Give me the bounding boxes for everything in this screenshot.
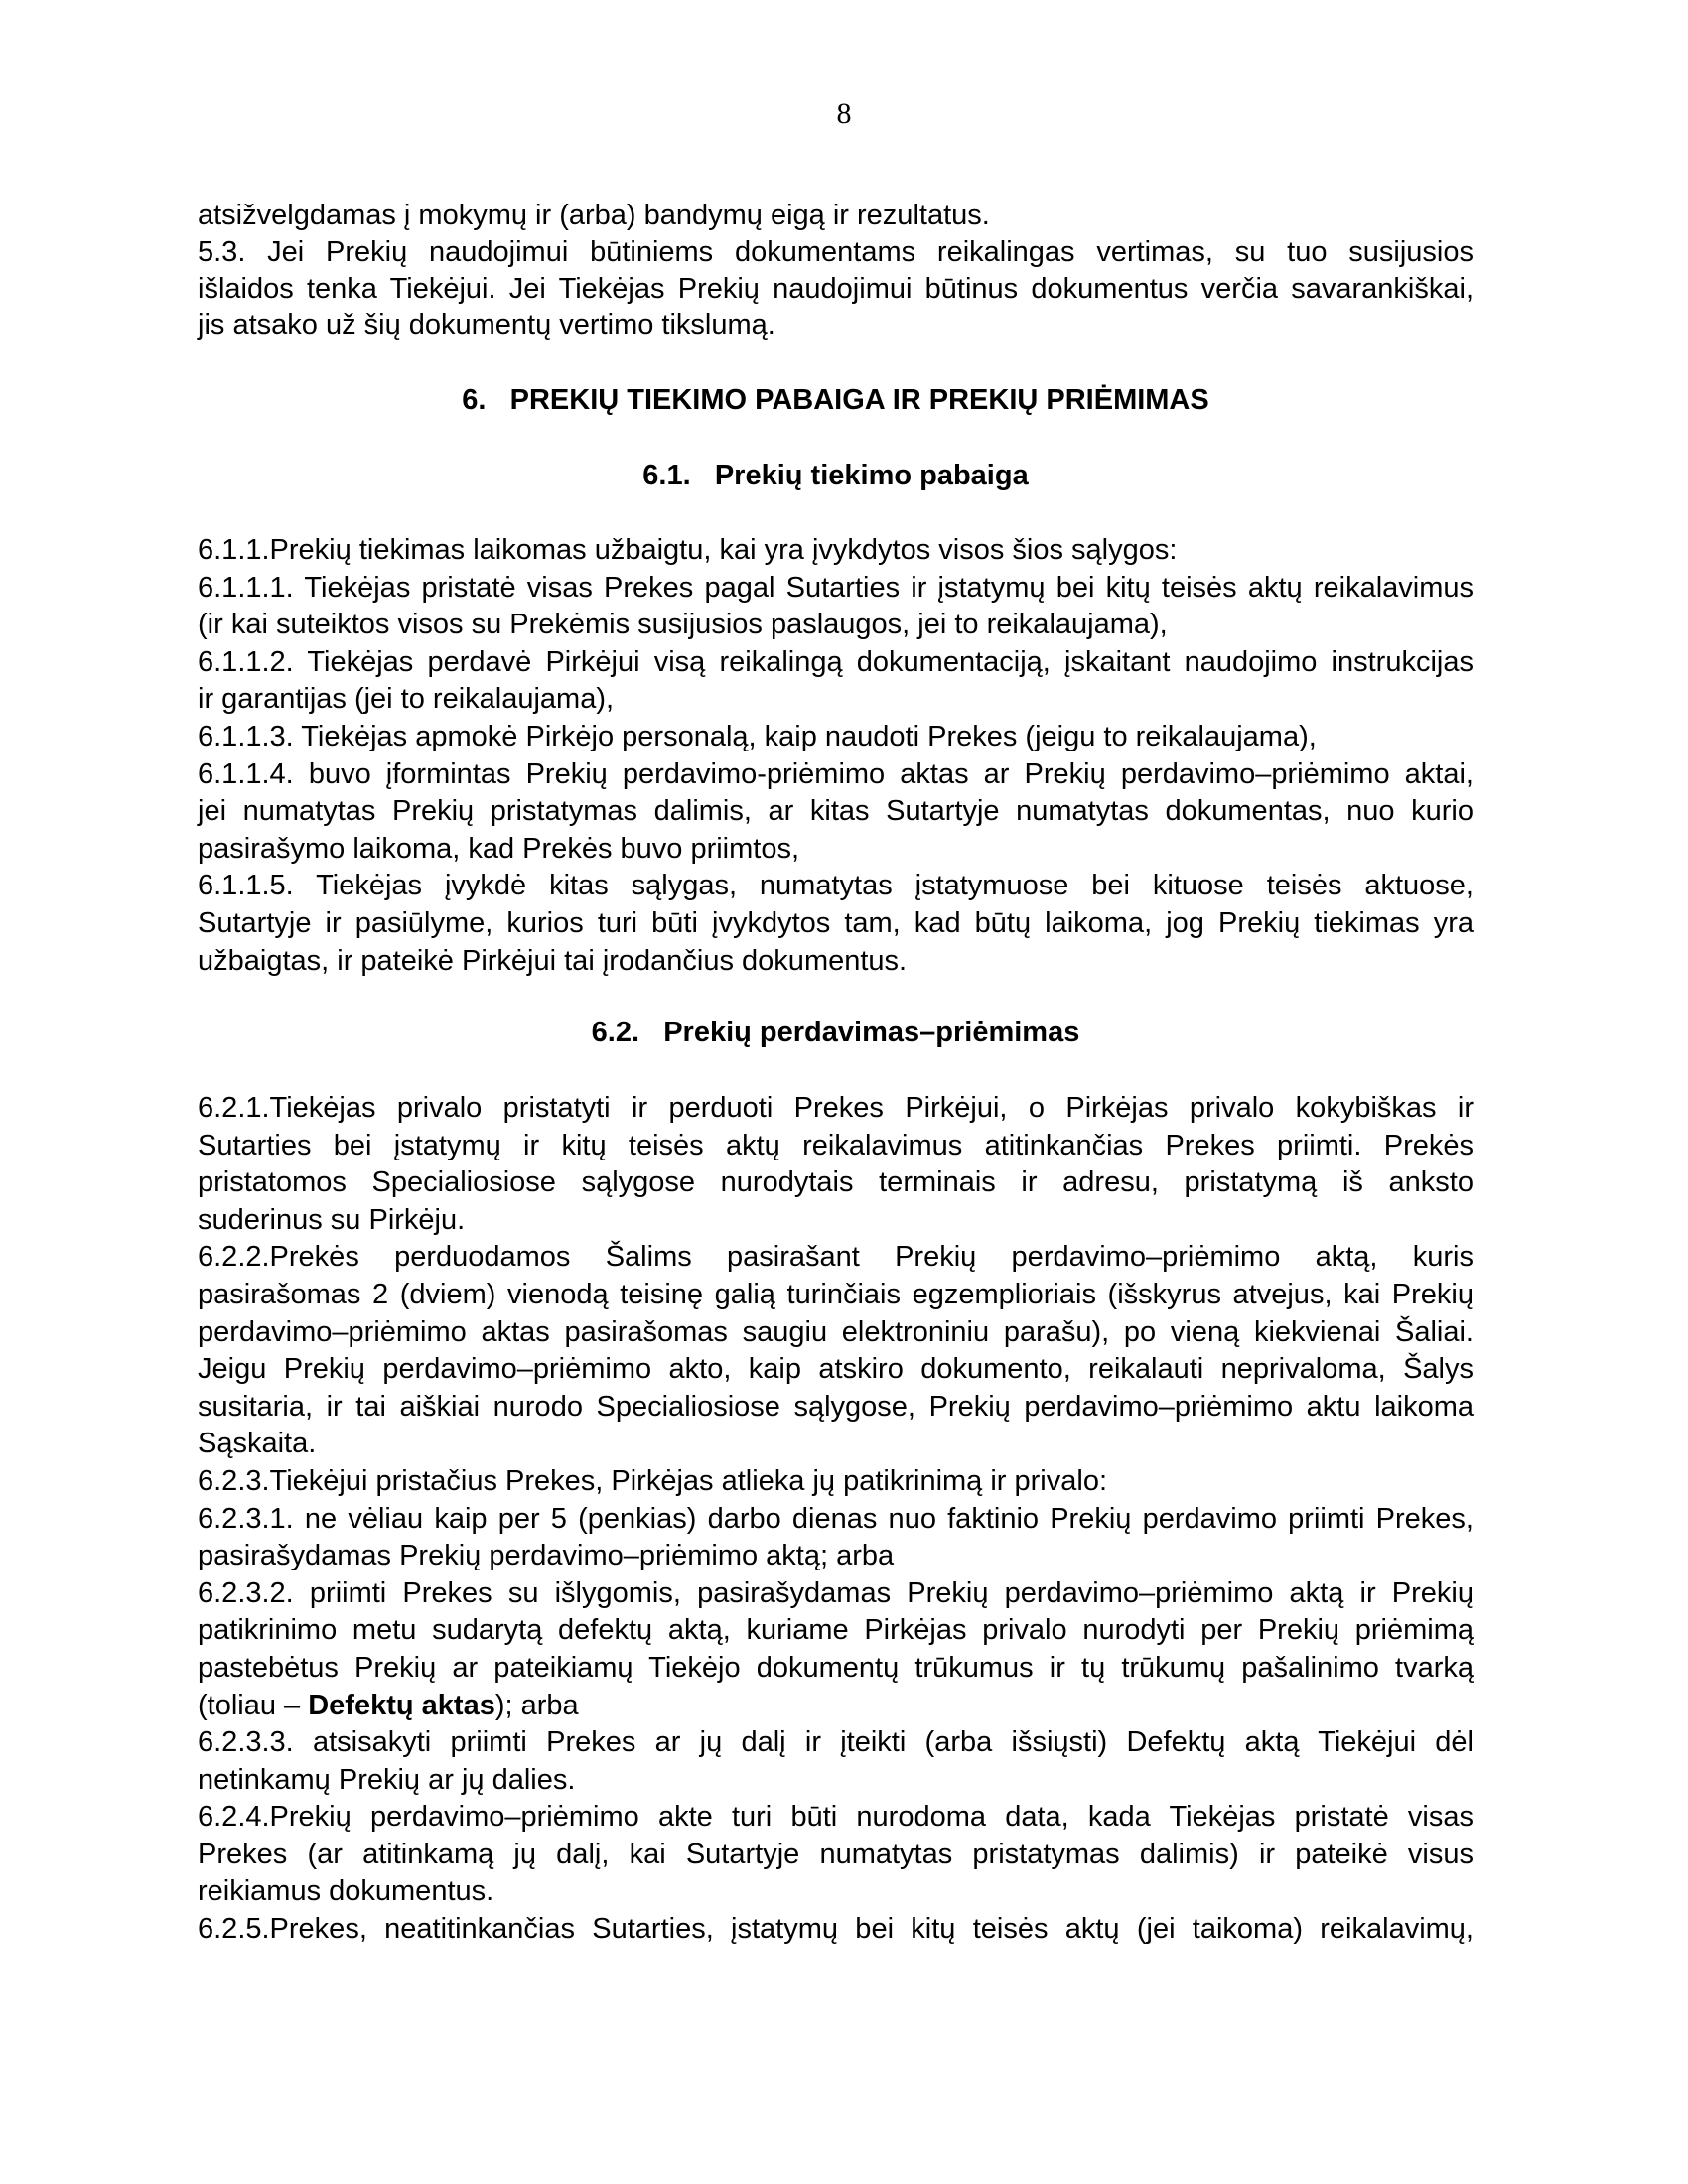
text-line: Jeigu Prekių perdavimo–priėmimo akto, kaip atskiro dokumento, reikalauti neprivaloma, Šalys [198, 1353, 1474, 1386]
text-line: 6.2.2.Prekės perduodamos Šalims pasirašant Prekių perdavimo–priėmimo aktą, kuris [198, 1241, 1474, 1274]
subsection-6-2-heading: 6.2. Prekių perdavimas–priėmimas [591, 1017, 1080, 1048]
text-line [198, 1688, 1474, 1725]
text-line: atsižvelgdamas į mokymų ir (arba) bandymų eigą ir rezultatus. [198, 200, 990, 231]
text-line: 6.2.3.Tiekėjui pristačius Prekes, Pirkėjas atlieka jų patikrinimą ir privalo: [198, 1464, 1108, 1497]
subsection-6-1-heading: 6.1. Prekių tiekimo pabaiga [642, 460, 1029, 491]
text-line: netinkamų Prekių ar jų dalies. [198, 1763, 576, 1796]
text-line: pasirašomas 2 (dviem) vienodą teisinę galią turinčiais egzemplioriais (išskyrus atvejus, kai Prekių [198, 1278, 1474, 1310]
text-line: Sąskaita. [198, 1428, 317, 1460]
page-number: 8 [836, 97, 852, 130]
text-line: 6.2.3.3. atsisakyti priimti Prekes ar jų dalį ir įteikti (arba išsiųsti) Defektų aktą Tiekėjui dėl [198, 1726, 1474, 1759]
text-line: 6.2.1.Tiekėjas privalo pristatyti ir perduoti Prekes Pirkėjui, o Pirkėjas privalo kokybiškas ir [198, 1092, 1474, 1124]
bold-term: Defektų aktas [308, 1689, 495, 1721]
section-5-continuation [198, 198, 1474, 343]
text-line: Sutartyje ir pasiūlyme, kurios turi būti įvykdytos tam, kad būtų laikoma, jog Prekių tiekimas yra [198, 906, 1474, 939]
text-line: 6.1.1.Prekių tiekimas laikomas užbaigtu, kai yra įvykdytos visos šios sąlygos: [198, 534, 1178, 566]
text-line: Prekes (ar atitinkamą jų dalį, kai Sutartyje numatytas pristatymas dalimis) ir pateikė visus [198, 1838, 1474, 1870]
text-line: susitaria, ir tai aiškiai nurodo Specialiosiose sąlygose, Prekių perdavimo–priėmimo aktu laikoma [198, 1390, 1474, 1423]
text-line: pristatomos Specialiosiose sąlygose nurodytais terminais ir adresu, pristatymą iš anksto [198, 1166, 1474, 1199]
text-line: Sutarties bei įstatymų ir kitų teisės aktų reikalavimus atitinkančias Prekes priimti. Prekės [198, 1129, 1474, 1161]
text-line: patikrinimo metu sudarytą defektų aktą, kuriame Pirkėjas privalo nurodyti per Prekių priėmimą [198, 1614, 1474, 1647]
text-line: 6.2.3.2. priimti Prekes su išlygomis, pasirašydamas Prekių perdavimo–priėmimo aktą ir Prekių [198, 1576, 1474, 1609]
text-line: jis atsako už šių dokumentų vertimo tikslumą. [198, 309, 775, 341]
text-line: jei numatytas Prekių pristatymas dalimis, ar kitas Sutartyje numatytas dokumentas, nuo kurio [198, 795, 1474, 828]
text-line: reikiamus dokumentus. [198, 1875, 494, 1908]
text-line: užbaigtas, ir pateikė Pirkėjui tai įrodančius dokumentus. [198, 944, 908, 977]
text-line: ir garantijas (jei to reikalaujama), [198, 683, 615, 716]
text-line: 6.2.3.1. ne vėliau kaip per 5 (penkias) darbo dienas nuo faktinio Prekių perdavimo priimti Prekes, [198, 1502, 1474, 1535]
text-line: 6.1.1.1. Tiekėjas pristatė visas Prekes pagal Sutarties ir įstatymų bei kitų teisės aktų reikalavimus [198, 571, 1474, 604]
text-span: (toliau – [198, 1689, 309, 1721]
text-line: pasirašydamas Prekių perdavimo–priėmimo aktą; arba [198, 1540, 895, 1572]
text-line: 6.1.1.4. buvo įformintas Prekių perdavimo-priėmimo aktas ar Prekių perdavimo–priėmimo aktai, [198, 757, 1474, 790]
subsection-6-1-body [198, 532, 1474, 980]
subsection-6-2-body [198, 1090, 1474, 1949]
text-line: 6.1.1.3. Tiekėjas apmokė Pirkėjo personalą, kaip naudoti Prekes (jeigu to reikalaujama), [198, 720, 1317, 752]
text-line: pastebėtus Prekių ar pateikiamų Tiekėjo dokumentų trūkumus ir tų trūkumų pašalinimo tvarką [198, 1651, 1474, 1684]
text-line: (ir kai suteiktos visos su Prekėmis susijusios paslaugos, jei to reikalaujama), [198, 609, 1168, 641]
text-line: perdavimo–priėmimo aktas pasirašomas saugiu elektroniniu parašu), po vieną kiekvienai Šaliai. [198, 1315, 1474, 1348]
text-line: išlaidos tenka Tiekėjui. Jei Tiekėjas Prekių naudojimui būtinus dokumentus verčia savarankiškai, [198, 272, 1474, 305]
text-line: 6.2.4.Prekių perdavimo–priėmimo akte turi būti nurodoma data, kada Tiekėjas pristatė visas [198, 1801, 1474, 1834]
section-6-heading: 6. PREKIŲ TIEKIMO PABAIGA IR PREKIŲ PRIĖMIMAS [462, 384, 1209, 416]
text-span: ); arba [494, 1689, 579, 1721]
text-line: pasirašymo laikoma, kad Prekės buvo priimtos, [198, 832, 800, 865]
text-line: 6.1.1.5. Tiekėjas įvykdė kitas sąlygas, numatytas įstatymuose bei kituose teisės aktuose, [198, 870, 1474, 902]
text-line: 5.3. Jei Prekių naudojimui būtiniems dokumentams reikalingas vertimas, su tuo susijusios [198, 235, 1474, 268]
text-line: 6.2.5.Prekes, neatitinkančias Sutarties, įstatymų bei kitų teisės aktų (jei taikoma) reikalavimų, [198, 1913, 1474, 1946]
text-line: suderinus su Pirkėju. [198, 1203, 466, 1236]
text-line: 6.1.1.2. Tiekėjas perdavė Pirkėjui visą reikalingą dokumentaciją, įskaitant naudojimo instrukcijas [198, 645, 1474, 678]
